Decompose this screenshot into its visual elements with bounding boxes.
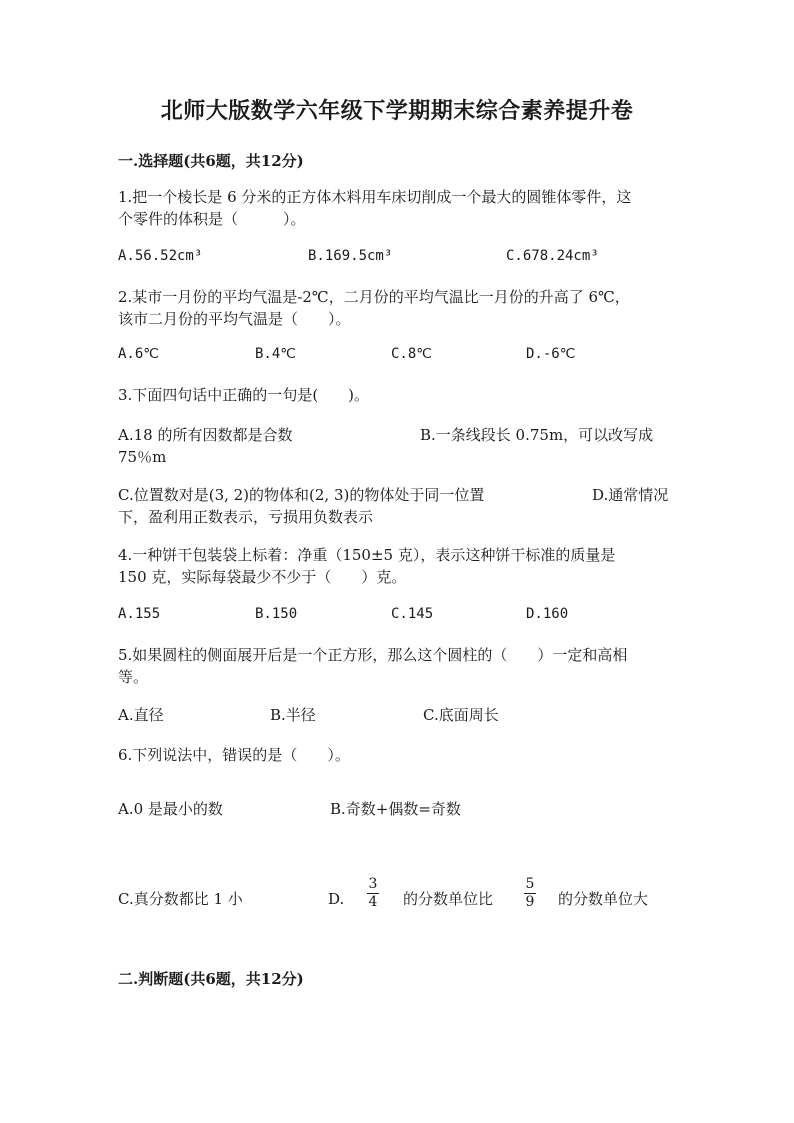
question-3-options-ab xyxy=(118,424,678,468)
question-3-option-c[interactable]: C.位置数对是(3, 2)的物体和(2, 3)的物体处于同一位置 xyxy=(118,486,485,504)
question-3-line-1: 3.下面四句话中正确的一句是( )。 xyxy=(118,386,370,404)
question-1-option-c[interactable]: C.678.24cm³ xyxy=(506,248,599,264)
fraction-five-ninths xyxy=(524,876,536,911)
question-5 xyxy=(118,644,678,688)
question-6-option-c[interactable]: C.真分数都比 1 小 xyxy=(118,890,243,908)
question-6-line-1: 6.下列说法中，错误的是（ ）。 xyxy=(118,746,350,764)
question-5-option-b[interactable]: B.半径 xyxy=(270,706,316,724)
question-6-option-d-mid: 的分数单位比 xyxy=(403,890,494,908)
question-5-option-c[interactable]: C.底面周长 xyxy=(423,706,499,724)
question-5-line-2: 等。 xyxy=(118,668,149,686)
question-4-line-2: 150 克，实际每袋最少不少于（ ）克。 xyxy=(118,568,407,586)
question-5-line-1: 5.如果圆柱的侧面展开后是一个正方形，那么这个圆柱的（ ）一定和高相 xyxy=(118,646,628,664)
question-5-options xyxy=(118,704,688,728)
question-4 xyxy=(118,544,678,588)
question-6-options-ab xyxy=(118,798,678,820)
question-3 xyxy=(118,384,678,406)
fraction-2-numerator: 5 xyxy=(525,876,535,892)
question-4-line-1: 4.一种饼干包装袋上标着：净重（150±5 克），表示这种饼干标准的质量是 xyxy=(118,546,616,564)
question-3-option-b[interactable]: B.一条线段长 0.75m，可以改写成 xyxy=(420,426,654,444)
question-2 xyxy=(118,286,678,330)
question-5-option-a[interactable]: A.直径 xyxy=(118,706,164,724)
question-1 xyxy=(118,186,678,230)
question-2-line-2: 该市二月份的平均气温是（ ）。 xyxy=(118,310,351,328)
fraction-1-numerator: 3 xyxy=(368,876,378,892)
question-4-option-c[interactable]: C.145 xyxy=(391,606,434,622)
question-2-option-b[interactable]: B.4℃ xyxy=(255,346,297,362)
question-2-line-1: 2.某市一月份的平均气温是-2℃，二月份的平均气温比一月份的升高了 6℃， xyxy=(118,288,630,306)
section-heading-true-false: 二.判断题(共6题，共12分) xyxy=(118,970,304,988)
question-1-line-2: 个零件的体积是（ ）。 xyxy=(118,210,306,228)
question-6 xyxy=(118,744,678,766)
question-2-option-c[interactable]: C.8℃ xyxy=(391,346,433,362)
fraction-2-denominator: 9 xyxy=(525,894,535,910)
question-4-option-d[interactable]: D.160 xyxy=(526,606,569,622)
fraction-three-quarters xyxy=(367,876,379,911)
question-3-option-b-cont: 75％m xyxy=(118,448,167,466)
question-1-option-a[interactable]: A.56.52cm³ xyxy=(118,248,203,264)
question-6-option-a[interactable]: A.0 是最小的数 xyxy=(118,800,223,818)
question-3-option-d-cont: 下，盈利用正数表示，亏损用负数表示 xyxy=(118,508,374,526)
fraction-1-denominator: 4 xyxy=(368,894,378,910)
question-3-options-cd xyxy=(118,484,688,528)
question-4-option-a[interactable]: A.155 xyxy=(118,606,161,622)
question-1-line-1: 1.把一个棱长是 6 分米的正方体木料用车床切削成一个最大的圆锥体零件，这 xyxy=(118,188,632,206)
question-3-option-a[interactable]: A.18 的所有因数都是合数 xyxy=(118,426,293,444)
question-6-option-b[interactable]: B.奇数+偶数=奇数 xyxy=(330,800,461,818)
page-title: 北师大版数学六年级下学期期末综合素养提升卷 xyxy=(160,98,634,124)
question-4-options xyxy=(118,606,688,630)
question-1-options xyxy=(118,248,688,272)
question-1-option-b[interactable]: B.169.5cm³ xyxy=(308,248,393,264)
question-4-option-b[interactable]: B.150 xyxy=(255,606,298,622)
question-6-option-d-suffix: 的分数单位大 xyxy=(558,890,649,908)
section-heading-choice: 一.选择题(共6题，共12分) xyxy=(118,152,304,170)
question-2-option-d[interactable]: D.-6℃ xyxy=(526,346,576,362)
question-2-options xyxy=(118,346,688,370)
question-3-option-d[interactable]: D.通常情况 xyxy=(592,486,669,504)
question-6-option-d-prefix[interactable]: D. xyxy=(328,890,345,908)
question-6-options-cd xyxy=(118,876,688,910)
question-2-option-a[interactable]: A.6℃ xyxy=(118,346,160,362)
